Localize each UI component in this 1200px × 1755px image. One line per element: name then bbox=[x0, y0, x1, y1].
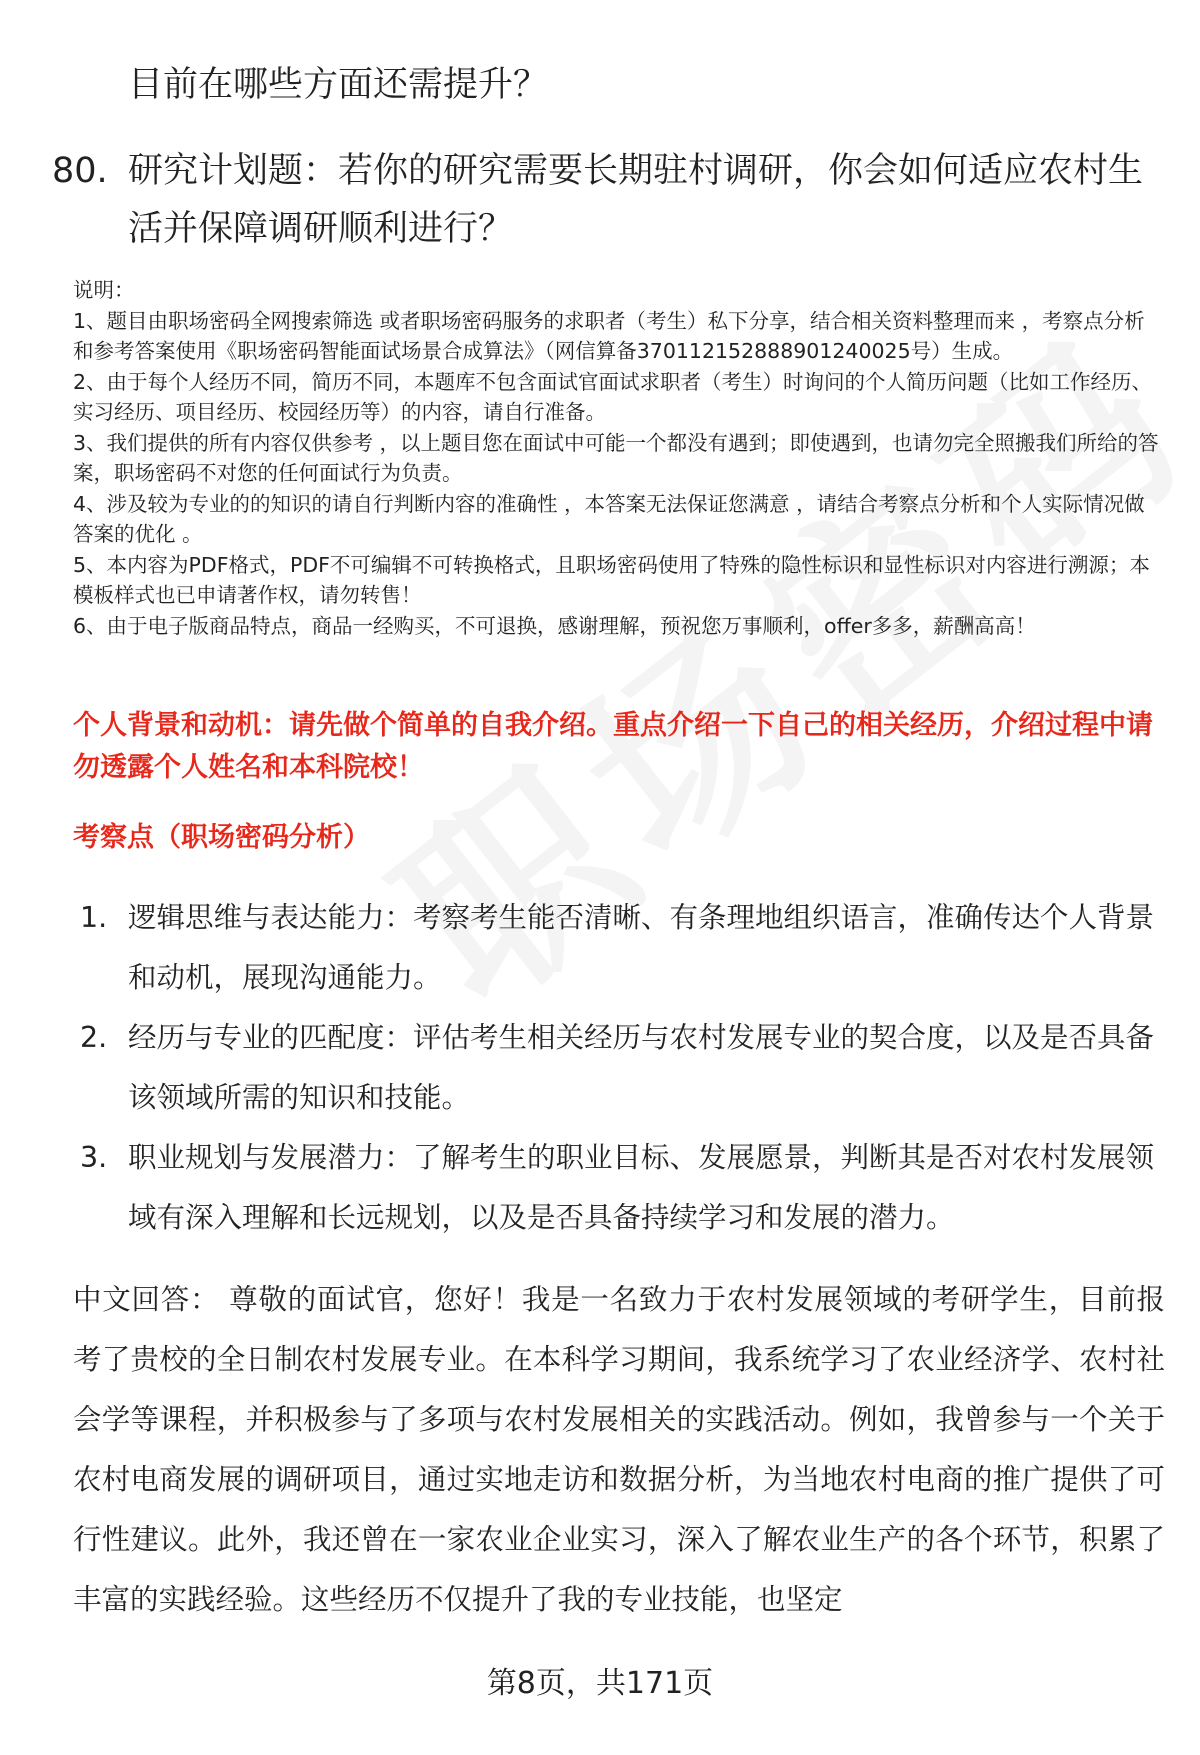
note-item: 4、涉及较为专业的的知识的请自行判断内容的准确性 ，本答案无法保证您满意 ，请结合考察点分析和个人实际情况做答案的优化 。 bbox=[73, 491, 1145, 546]
point-number: 1. bbox=[80, 901, 108, 934]
analysis-point bbox=[80, 1008, 1160, 1128]
analysis-point bbox=[80, 888, 1160, 1008]
point-number: 2. bbox=[80, 1021, 108, 1054]
point-number: 3. bbox=[80, 1141, 108, 1174]
analysis-points bbox=[80, 888, 1160, 1248]
note-item: 1、题目由职场密码全网搜索筛选 或者职场密码服务的求职者（考生）私下分享，结合相关资料整理而来 ，考察点分析和参考答案使用《职场密码智能面试场景合成算法》（网信算备370112152888901240025号）生成。 bbox=[73, 308, 1145, 363]
question-continuation: 目前在哪些方面还需提升？ bbox=[128, 65, 549, 105]
answer-paragraph: 中文回答： 尊敬的面试官，您好！我是一名致力于农村发展领域的考研学生，目前报考了贵校的全日制农村发展专业。在本科学习期间，我系统学习了农业经济学、农村社会学等课程，并积极参与了多项与农村发展相关的实践活动。例如，我曾参与一个关于农村电商发展的调研项目，通过实地走访和数据分析，为当地农村电商的推广提供了可行性建议。此外，我还曾在一家农业企业实习，深入了解农业生产的各个环节，积累了丰富的实践经验。这些经历不仅提升了我的专业技能，也坚定 bbox=[73, 1283, 1165, 1616]
analysis-heading: 考察点（职场密码分析） bbox=[73, 822, 370, 853]
note-item: 2、由于每个人经历不同，简历不同，本题库不包含面试官面试求职者（考生）时询问的个人简历问题（比如工作经历、实习经历、项目经历、校园经历等）的内容，请自行准备。 bbox=[73, 369, 1153, 424]
notes-title: 说明： bbox=[73, 278, 135, 302]
question-number: 80. bbox=[52, 151, 108, 191]
page-footer: 第8页，共171页 bbox=[486, 1666, 714, 1701]
note-item: 5、本内容为PDF格式，PDF不可编辑不可转换格式，且职场密码使用了特殊的隐性标识和显性标识对内容进行溯源；本模板样式也已申请著作权，请勿转售！ bbox=[73, 552, 1150, 607]
point-text: 经历与专业的匹配度：评估考生相关经历与农村发展专业的契合度，以及是否具备该领域所需的知识和技能。 bbox=[128, 1021, 1155, 1114]
point-text: 逻辑思维与表达能力：考察考生能否清晰、有条理地组织语言，准确传达个人背景和动机，展现沟通能力。 bbox=[128, 901, 1155, 994]
question-text: 研究计划题：若你的研究需要长期驻村调研，你会如何适应农村生活并保障调研顺利进行？ bbox=[128, 151, 1144, 249]
note-item: 6、由于电子版商品特点，商品一经购买，不可退换，感谢理解，预祝您万事顺利，offer多多，薪酬高高！ bbox=[73, 613, 1036, 638]
interview-prompt: 个人背景和动机：请先做个简单的自我介绍。重点介绍一下自己的相关经历，介绍过程中请勿透露个人姓名和本科院校！ bbox=[73, 710, 1153, 783]
notes-section bbox=[73, 275, 1163, 641]
point-text: 职业规划与发展潜力：了解考生的职业目标、发展愿景，判断其是否对农村发展领域有深入理解和长远规划，以及是否具备持续学习和发展的潜力。 bbox=[128, 1141, 1155, 1234]
question-80 bbox=[52, 142, 1162, 258]
note-item: 3、我们提供的所有内容仅供参考 ，以上题目您在面试中可能一个都没有遇到；即使遇到，也请勿完全照搬我们所给的答案，职场密码不对您的任何面试行为负责。 bbox=[73, 430, 1159, 485]
analysis-point bbox=[80, 1128, 1160, 1248]
